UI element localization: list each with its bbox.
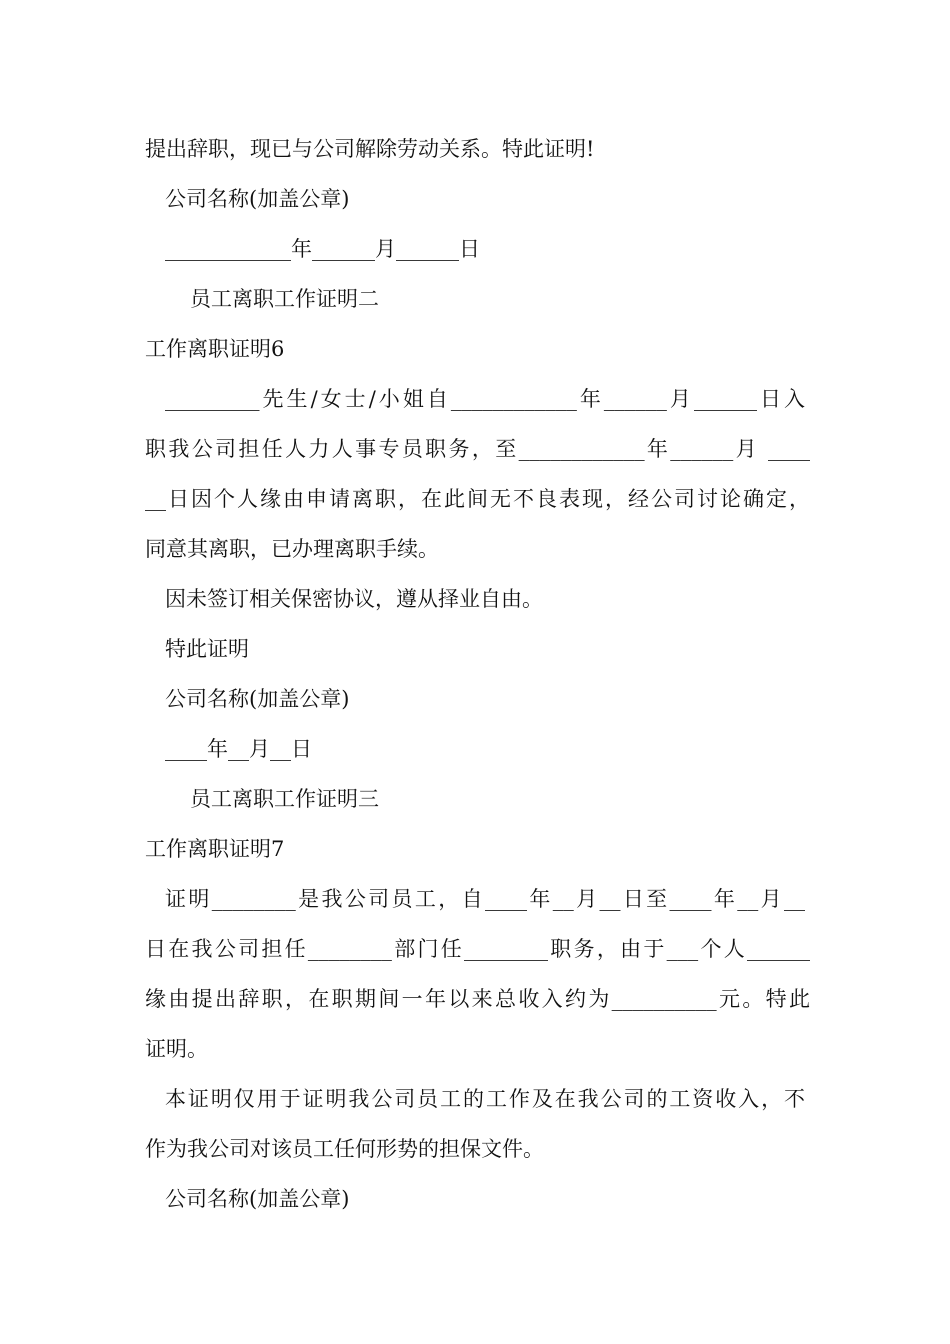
- hereby-certify: 特此证明: [165, 637, 249, 661]
- date-line: ____年__月__日: [165, 737, 312, 761]
- certificate-heading-6: 工作离职证明6: [145, 337, 285, 361]
- body-line: 证明________是我公司员工，自____年__月__日至____年__月__: [165, 887, 805, 911]
- body-line: 作为我公司对该员工任何形势的担保文件。: [145, 1137, 544, 1161]
- certificate-heading-7: 工作离职证明7: [145, 837, 285, 861]
- closing-sentence: 提出辞职，现已与公司解除劳动关系。特此证明!: [145, 137, 595, 161]
- body-line: 日在我公司担任________部门任________职务，由于___个人______: [145, 937, 810, 961]
- body-line: __日因个人缘由申请离职，在此间无不良表现，经公司讨论确定，: [145, 487, 810, 511]
- section-title-3: 员工离职工作证明三: [190, 787, 379, 811]
- body-line: 本证明仅用于证明我公司员工的工作及在我公司的工资收入，不: [165, 1087, 805, 1111]
- section-title-2: 员工离职工作证明二: [190, 287, 379, 311]
- body-line: 证明。: [145, 1037, 208, 1061]
- company-name-seal: 公司名称(加盖公章): [165, 187, 350, 211]
- confidentiality-note: 因未签订相关保密协议，遵从择业自由。: [165, 587, 543, 611]
- body-line: _________先生/女士/小姐自____________年______月______日入: [165, 387, 805, 411]
- company-name-seal: 公司名称(加盖公章): [165, 687, 350, 711]
- company-name-seal: 公司名称(加盖公章): [165, 1187, 350, 1211]
- body-line: 同意其离职，已办理离职手续。: [145, 537, 439, 561]
- body-line: 缘由提出辞职，在职期间一年以来总收入约为__________元。特此: [145, 987, 810, 1011]
- date-line: ____________年______月______日: [165, 237, 480, 261]
- body-line: 职我公司担任人力人事专员职务，至____________年______月 ____: [145, 437, 810, 461]
